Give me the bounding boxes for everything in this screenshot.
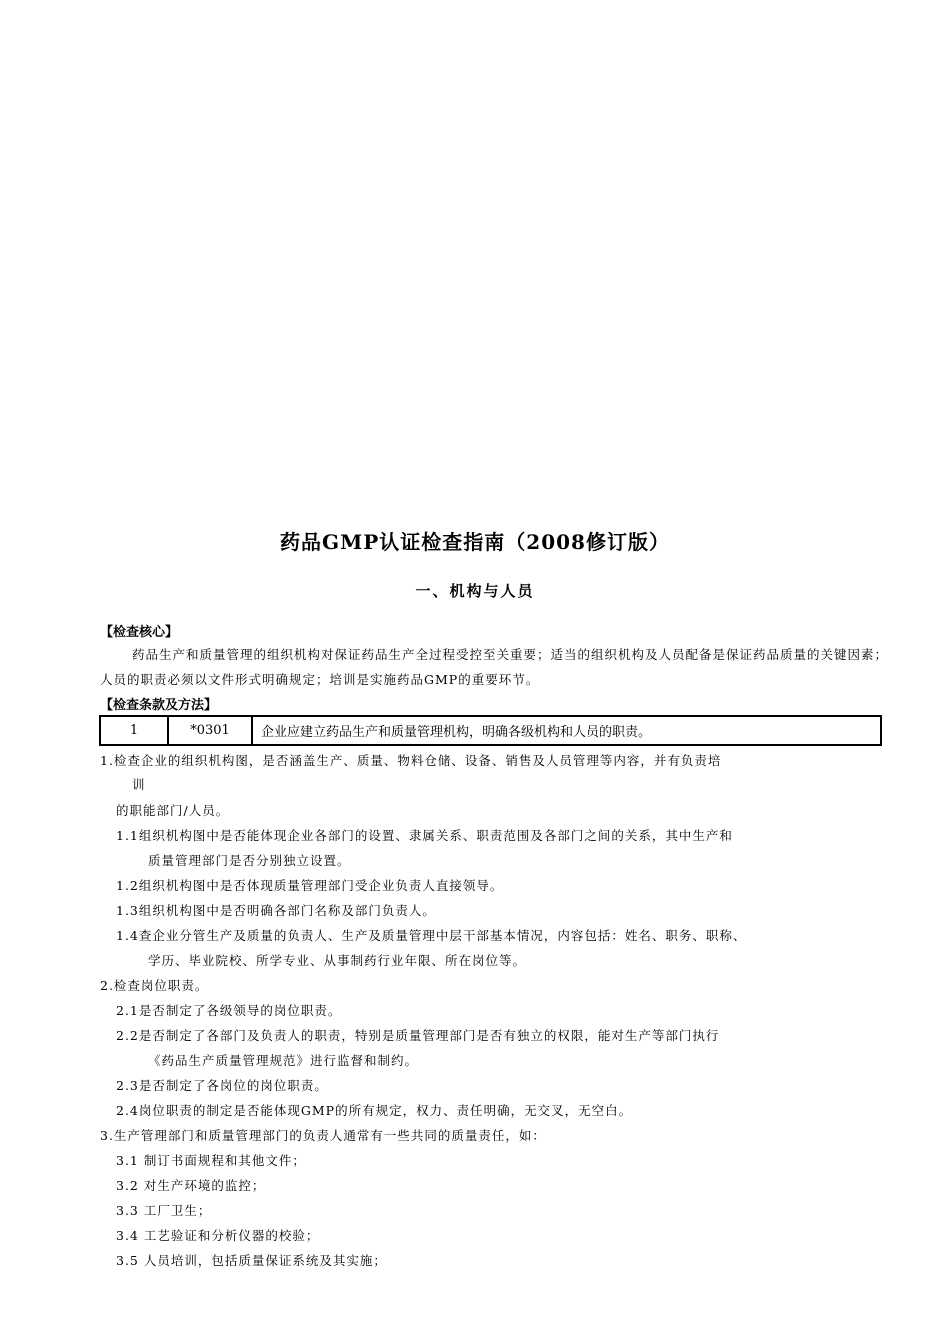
list-item: 《药品生产质量管理规范》进行监督和制约。: [148, 1053, 419, 1068]
list-item: 1.检查企业的组织机构图，是否涵盖生产、质量、物料仓储、设备、销售及人员管理等内容，并有负责培: [100, 753, 722, 768]
list-item: 1.2组织机构图中是否体现质量管理部门受企业负责人直接领导。: [116, 878, 504, 893]
list-item: 3.生产管理部门和质量管理部门的负责人通常有一些共同的质量责任，如：: [100, 1128, 546, 1143]
method-heading: 【检查条款及方法】: [100, 698, 218, 713]
list-item: 1.1组织机构图中是否能体现企业各部门的设置、隶属关系、职责范围及各部门之间的关系，其中生产和: [116, 828, 733, 843]
list-item: 2.1是否制定了各级领导的岗位职责。: [116, 1003, 342, 1018]
core-heading: 【检查核心】: [100, 625, 179, 640]
list-item: 3.5 人员培训，包括质量保证系统及其实施；: [116, 1253, 387, 1268]
core-paragraph: 药品生产和质量管理的组织机构对保证药品生产全过程受控至关重要；适当的组织机构及人员配备是保证药品质量的关键因素；人员的职责必须以文件形式明确规定；培训是实施药品GMP的重要环节。: [100, 647, 889, 687]
document-title: 药品GMP认证检查指南（2008修订版）: [280, 530, 670, 554]
list-item: 3.3 工厂卫生；: [116, 1203, 212, 1218]
list-item: 3.2 对生产环境的监控；: [116, 1178, 266, 1193]
clause-number: 1: [100, 716, 168, 745]
list-item: 1.4查企业分管生产及质量的负责人、生产及质量管理中层干部基本情况，内容包括：姓名、职务、职称、: [116, 928, 747, 943]
list-item: 2.2是否制定了各部门及负责人的职责，特别是质量管理部门是否有独立的权限，能对生产等部门执行: [116, 1028, 720, 1043]
list-item: 2.3是否制定了各岗位的岗位职责。: [116, 1078, 328, 1093]
clause-table: [99, 715, 882, 746]
list-item: 3.4 工艺验证和分析仪器的校验；: [116, 1228, 320, 1243]
clause-text: 企业应建立药品生产和质量管理机构，明确各级机构和人员的职责。: [252, 716, 881, 745]
table-row: [100, 716, 881, 745]
section-title: 一、机构与人员: [415, 582, 535, 600]
list-item: 3.1 制订书面规程和其他文件；: [116, 1153, 306, 1168]
list-item: 1.3组织机构图中是否明确各部门名称及部门负责人。: [116, 903, 436, 918]
list-item: 2.检查岗位职责。: [100, 978, 209, 993]
list-item: 学历、毕业院校、所学专业、从事制药行业年限、所在岗位等。: [148, 953, 527, 968]
list-item: 2.4岗位职责的制定是否能体现GMP的所有规定，权力、责任明确，无交叉，无空白。: [116, 1103, 633, 1118]
list-item: 训: [132, 777, 146, 792]
list-item: 的职能部门/人员。: [116, 803, 230, 818]
clause-code: *0301: [168, 716, 252, 745]
list-item: 质量管理部门是否分别独立设置。: [148, 853, 351, 868]
